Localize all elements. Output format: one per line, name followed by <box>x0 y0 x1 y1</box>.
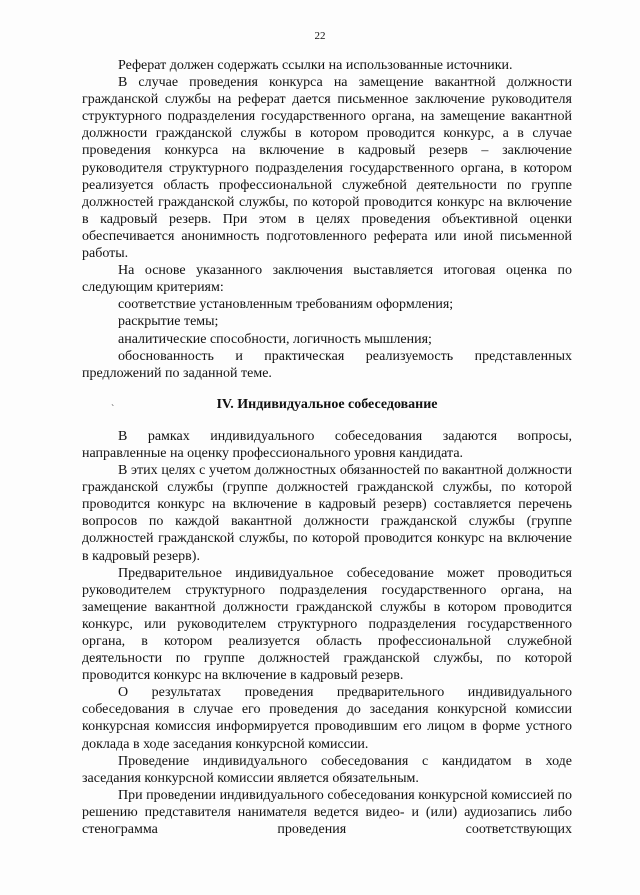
section-heading: IV. Индивидуальное собеседование <box>216 396 438 412</box>
paragraph: На основе указанного заключения выставляется итоговая оценка по следующим критериям: <box>82 263 572 296</box>
paragraph: В случае проведения конкурса на замещение вакантной должности гражданской службы на реферат дается письменное заключение руководителя структурного подразделения государственного органа, на замещение вакантной должности гражданской службы в котором проводится конкурс, а в случае проведения конкурса на включение в кадровый резерв – заключение руководителя структурного подразделения государственного органа, в котором реализуется область профессиональной служебной деятельности по группе должностей гражданской службы, по которой проводится конкурс на включение в кадровый резерв. При этом в целях проведения объективной оценки обеспечивается анонимность подготовленного реферата или иной письменной работы. <box>82 75 572 262</box>
criteria-item: обоснованность и практическая реализуемость представленных предложений по заданной теме. <box>82 348 572 381</box>
paragraph: При проведении индивидуального собеседования конкурсной комиссией по решению представителя нанимателя ведется видео- и (или) аудиозапись либо стенограмма проведения соответствующих <box>82 787 572 838</box>
criteria-item: аналитические способности, логичность мышления; <box>118 331 432 347</box>
paragraph: Реферат должен содержать ссылки на использованные источники. <box>118 58 513 73</box>
paragraph: О результатах проведения предварительного индивидуального собеседования в случае его проведения до заседания конкурсной комиссии конкурсная комиссия информируется проводившим его лицом в форме устного доклада в ходе заседания конкурсной комиссии. <box>82 685 572 752</box>
criteria-item: раскрытие темы; <box>118 314 219 330</box>
criteria-item: соответствие установленным требованиям оформления; <box>118 297 454 313</box>
paragraph: Предварительное индивидуальное собеседование может проводиться руководителем структурного подразделения государственного органа, на замещение вакантной должности гражданской службы в котором проводится конкурс, или руководителем структурного подразделения государственного органа, в котором реализуется область профессиональной служебной деятельности по группе должностей гражданской службы, по которой проводится конкурс на включение в кадровый резерв. <box>82 565 572 684</box>
document-body <box>82 57 572 838</box>
paragraph: В рамках индивидуального собеседования задаются вопросы, направленные на оценку профессионального уровня кандидата. <box>82 428 572 461</box>
paragraph: В этих целях с учетом должностных обязанностей по вакантной должности гражданской службы (группе должностей гражданской службы, по которой проводится конкурс на включение в кадровый резерв) составляется перечень вопросов по каждой вакантной должности гражданской службы (группе должностей гражданской службы, по которой проводится конкурс на включение в кадровый резерв). <box>82 463 572 564</box>
page-number: 22 <box>314 30 326 42</box>
scan-mark: ˋ <box>111 404 115 415</box>
paragraph: Проведение индивидуального собеседования с кандидатом в ходе заседания конкурсной комиссии является обязательным. <box>82 753 572 786</box>
